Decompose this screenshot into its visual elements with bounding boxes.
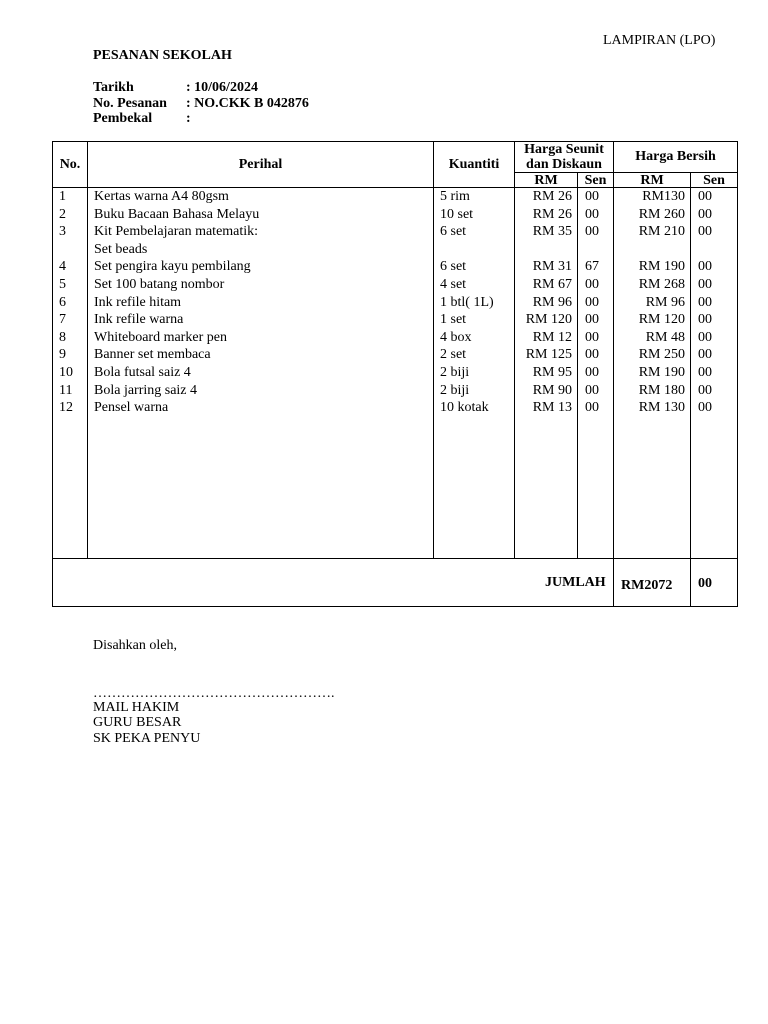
cell-net-sen: 00 — [698, 259, 712, 275]
cell-no: 7 — [59, 312, 66, 328]
cell-net-sen: 00 — [698, 400, 712, 416]
header-net-rm: RM — [640, 173, 664, 188]
cell-qty: 1 btl( 1L) — [440, 294, 494, 310]
cell-unit-sen: 00 — [585, 365, 599, 380]
cell-net-sen: 00 — [698, 189, 712, 204]
cell-unit-rm: RM 90 — [532, 382, 572, 398]
cell-unit-sen: 00 — [585, 347, 599, 363]
header-qty: Kuantiti — [448, 157, 500, 172]
cell-qty: 2 set — [440, 347, 467, 363]
cell-qty: 2 biji — [440, 382, 470, 398]
cell-item-line2: Set beads — [94, 241, 148, 257]
cell-net-sen: 00 — [698, 312, 712, 328]
cell-no: 3 — [59, 224, 66, 240]
document-title: PESANAN SEKOLAH — [93, 48, 232, 63]
col-divider-net-rm — [690, 172, 691, 607]
cell-net-sen: 00 — [698, 347, 712, 363]
cell-net-rm: RM130 — [642, 189, 685, 204]
cell-no: 8 — [59, 329, 66, 345]
signature-line: ……………………………………………. — [93, 686, 335, 701]
cell-item: Whiteboard marker pen — [94, 329, 227, 345]
cell-net-rm: RM 190 — [638, 259, 685, 275]
cell-unit-sen: 00 — [585, 400, 599, 416]
total-sen: 00 — [698, 576, 712, 591]
cell-no: 9 — [59, 347, 66, 363]
cell-unit-rm: RM 12 — [532, 329, 572, 345]
cell-unit-rm: RM 96 — [532, 294, 572, 310]
cell-no: 11 — [59, 382, 73, 398]
cell-unit-rm: RM 13 — [532, 400, 572, 416]
cell-qty: 2 biji — [440, 365, 470, 380]
signatory-position: GURU BESAR — [93, 715, 182, 730]
cell-no: 4 — [59, 259, 66, 275]
cell-item: Banner set membaca — [94, 347, 211, 363]
cell-unit-rm: RM 67 — [532, 277, 572, 292]
col-divider-unit-rm — [577, 172, 578, 559]
cell-net-sen: 00 — [698, 294, 712, 310]
date-value: : 10/06/2024 — [186, 80, 258, 95]
cell-item: Kertas warna A4 80gsm — [94, 189, 229, 204]
header-net-price: Harga Bersih — [635, 149, 716, 164]
cell-item: Set pengira kayu pembilang — [94, 259, 251, 275]
supplier-value: : — [186, 111, 191, 126]
cell-item: Set 100 batang nombor — [94, 277, 225, 292]
cell-net-rm: RM 260 — [638, 206, 685, 222]
cell-net-sen: 00 — [698, 382, 712, 398]
cell-unit-sen: 00 — [585, 312, 599, 328]
date-label: Tarikh — [93, 80, 134, 95]
cell-unit-sen: 67 — [585, 259, 599, 275]
cell-qty: 4 box — [440, 329, 472, 345]
cell-unit-sen: 00 — [585, 277, 599, 292]
cell-net-rm: RM 96 — [645, 294, 685, 310]
cell-qty: 1 set — [440, 312, 467, 328]
school-name: SK PEKA PENYU — [93, 731, 201, 746]
cell-net-rm: RM 210 — [638, 224, 685, 240]
cell-item: Bola jarring saiz 4 — [94, 382, 198, 398]
supplier-label: Pembekal — [93, 111, 153, 126]
cell-net-sen: 00 — [698, 206, 712, 222]
total-rm: RM2072 — [621, 578, 673, 593]
table-border-right — [737, 141, 738, 607]
header-item: Perihal — [238, 157, 283, 172]
signatory-name: MAIL HAKIM — [93, 700, 180, 715]
cell-no: 1 — [59, 189, 66, 204]
cell-net-rm: RM 268 — [638, 277, 685, 292]
col-divider-no — [87, 141, 88, 559]
body-bottom-line — [52, 558, 738, 559]
header-unit-sen: Sen — [584, 173, 607, 188]
cell-unit-rm: RM 26 — [532, 189, 572, 204]
cell-item: Pensel warna — [94, 400, 169, 416]
cell-unit-sen: 00 — [585, 189, 599, 204]
cell-net-rm: RM 180 — [638, 382, 685, 398]
cell-qty: 10 set — [440, 206, 474, 222]
table-border-bottom — [52, 606, 738, 607]
table-border-top — [52, 141, 738, 142]
cell-no: 5 — [59, 277, 66, 292]
header-unit-price-line1: Harga Seunit — [524, 142, 604, 157]
order-number-value: : NO.CKK B 042876 — [186, 96, 309, 111]
cell-net-rm: RM 190 — [638, 365, 685, 380]
header-net-sen: Sen — [703, 173, 725, 188]
cell-qty: 10 kotak — [440, 400, 489, 416]
cell-item: Bola futsal saiz 4 — [94, 365, 191, 380]
approved-by-label: Disahkan oleh, — [93, 638, 177, 653]
cell-qty: 4 set — [440, 277, 467, 292]
header-unit-rm: RM — [534, 173, 558, 188]
cell-item: Kit Pembelajaran matematik: — [94, 224, 259, 240]
cell-item: Ink refile warna — [94, 312, 184, 328]
cell-unit-rm: RM 31 — [532, 259, 572, 275]
cell-no: 12 — [59, 400, 73, 416]
cell-net-rm: RM 130 — [638, 400, 685, 416]
cell-no: 2 — [59, 206, 66, 222]
cell-net-sen: 00 — [698, 329, 712, 345]
header-no: No. — [59, 157, 81, 172]
cell-unit-rm: RM 95 — [532, 365, 572, 380]
cell-no: 6 — [59, 294, 66, 310]
order-number-label: No. Pesanan — [93, 96, 167, 111]
total-label: JUMLAH — [545, 575, 606, 590]
cell-unit-rm: RM 26 — [532, 206, 572, 222]
cell-net-rm: RM 48 — [645, 329, 685, 345]
attachment-label: LAMPIRAN (LPO) — [603, 33, 716, 48]
table-border-left — [52, 141, 53, 607]
cell-net-sen: 00 — [698, 365, 712, 380]
cell-unit-rm: RM 120 — [525, 312, 572, 328]
cell-qty: 5 rim — [440, 189, 470, 204]
cell-net-sen: 00 — [698, 224, 712, 240]
cell-net-sen: 00 — [698, 277, 712, 292]
header-unit-price-line2: dan Diskaun — [526, 157, 602, 172]
cell-no: 10 — [59, 365, 73, 380]
cell-qty: 6 set — [440, 224, 467, 240]
cell-unit-rm: RM 35 — [532, 224, 572, 240]
cell-qty: 6 set — [440, 259, 467, 275]
cell-item: Ink refile hitam — [94, 294, 182, 310]
cell-unit-rm: RM 125 — [525, 347, 572, 363]
cell-unit-sen: 00 — [585, 329, 599, 345]
cell-net-rm: RM 120 — [638, 312, 685, 328]
cell-unit-sen: 00 — [585, 224, 599, 240]
cell-unit-sen: 00 — [585, 382, 599, 398]
cell-unit-sen: 00 — [585, 294, 599, 310]
cell-unit-sen: 00 — [585, 206, 599, 222]
col-divider-item — [433, 141, 434, 559]
cell-item: Buku Bacaan Bahasa Melayu — [94, 206, 260, 222]
cell-net-rm: RM 250 — [638, 347, 685, 363]
